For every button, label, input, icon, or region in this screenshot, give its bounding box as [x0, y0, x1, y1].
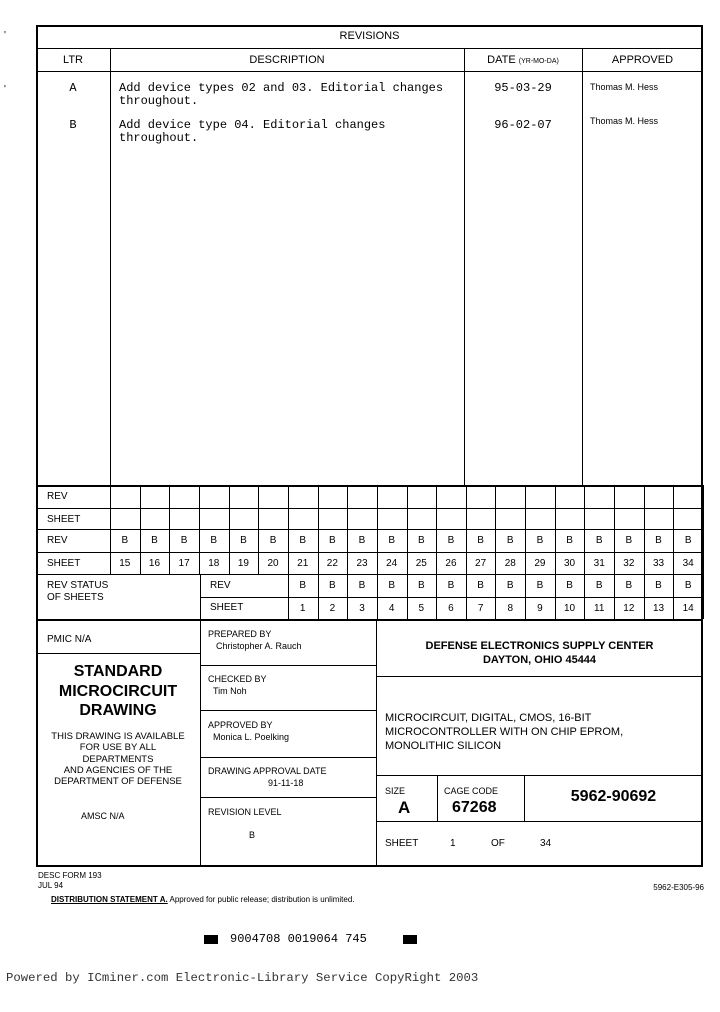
cage-code-label: CAGE CODE [444, 786, 499, 796]
revision-level-label: REVISION LEVEL [208, 807, 282, 817]
grid-line [377, 485, 378, 508]
status-rev-label: REV [47, 491, 68, 502]
rev-cell: B [684, 580, 692, 591]
sheet-cell: 18 [208, 558, 220, 569]
sheet-cell: 10 [564, 603, 576, 614]
grid-line [140, 485, 141, 508]
sheet-cell: 23 [356, 558, 368, 569]
sheet-cell: 28 [504, 558, 516, 569]
distribution-statement: DISTRIBUTION STATEMENT A. Approved for public release; distribution is unlimited. [51, 895, 355, 904]
grid-line [703, 597, 704, 619]
rev-cell: B [417, 580, 425, 591]
grid-line [288, 485, 289, 508]
sheet-cell: 9 [537, 603, 543, 614]
grid-line [347, 508, 348, 529]
sheet-number: 1 [450, 838, 456, 849]
rev-cell: B [240, 535, 247, 546]
rev-description-line: Add device type 04. Editorial changes [119, 118, 386, 132]
header-approved: APPROVED [611, 54, 674, 66]
status-rev-label: REV [47, 535, 68, 546]
grid-line [407, 485, 408, 508]
sheet-cell: 25 [415, 558, 427, 569]
grid-line [229, 508, 230, 529]
form-number: DESC FORM 193 JUL 94 [38, 871, 102, 890]
checked-by-name: Tim Noh [213, 686, 247, 696]
sheet-cell: 3 [359, 603, 365, 614]
rev-cell: B [269, 535, 277, 546]
grid-line [199, 485, 200, 508]
rev-cell: B [180, 535, 188, 546]
of-label: OF [491, 838, 505, 849]
barcode-block-left [204, 935, 218, 944]
rev-cell: B [329, 580, 336, 591]
header-ltr: LTR [63, 54, 83, 66]
barcode-text: 9004708 0019064 745 [230, 932, 367, 946]
approved-by-label: APPROVED BY [208, 720, 273, 730]
rev-description-line: throughout. [119, 131, 199, 145]
rev-cell: B [299, 535, 307, 546]
grid-line [258, 485, 259, 508]
cage-code: 67268 [452, 799, 497, 816]
revisions-title: REVISIONS [339, 30, 400, 42]
grid-line [318, 485, 319, 508]
checked-by-label: CHECKED BY [208, 674, 267, 684]
availability-statement: THIS DRAWING IS AVAILABLE FOR USE BY ALL DEPARTMENTS AND AGENCIES OF THE DEPARTMENT OF DEFENSE [51, 731, 185, 788]
header-description: DESCRIPTION [249, 54, 325, 66]
grid-line [140, 508, 141, 529]
rev-approver: Thomas M. Hess [590, 116, 659, 126]
grid-line [584, 508, 585, 529]
grid-line [110, 485, 111, 508]
approved-by-name: Monica L. Poelking [213, 732, 290, 742]
sheet-cell: 4 [388, 603, 395, 614]
sheet-cell: 26 [445, 558, 457, 569]
sheet-cell: 12 [623, 603, 635, 614]
grid-line [347, 485, 348, 508]
grid-line [673, 508, 674, 529]
sheet-cell: 17 [178, 558, 190, 569]
sheet-cell: 7 [477, 603, 484, 614]
rev-cell: B [329, 535, 336, 546]
sheet-cell: 20 [267, 558, 279, 569]
drawing-number: 5962-90692 [570, 788, 657, 805]
grid-line [673, 485, 674, 508]
status-sheet-label: SHEET [47, 558, 81, 569]
sheet-cell: 15 [119, 558, 131, 569]
grid-line [525, 508, 526, 529]
barcode-block-right [403, 935, 417, 944]
rev-description-line: Add device types 02 and 03. Editorial changes [119, 81, 444, 95]
grid-line [466, 508, 467, 529]
rev-cell: B [417, 535, 425, 546]
grid-line [436, 508, 437, 529]
margin-mark: ' [4, 30, 6, 41]
rev-cell: B [684, 535, 692, 546]
rev-cell: B [655, 580, 662, 591]
document-code: 5962-E305-96 [653, 883, 704, 892]
sheet-cell: 6 [448, 603, 454, 614]
sheet-cell: 32 [623, 558, 635, 569]
grid-line [644, 508, 645, 529]
rev-cell: B [506, 580, 514, 591]
sheet-cell: 30 [564, 558, 576, 569]
grid-line [436, 485, 437, 508]
rev-cell: B [210, 535, 218, 546]
rev-cell: B [595, 580, 603, 591]
sheet-cell: 14 [682, 603, 694, 614]
margin-mark: ' [4, 84, 6, 95]
grid-line [555, 508, 556, 529]
rev-date: 95-03-29 [494, 81, 552, 95]
grid-line [703, 552, 704, 574]
rev-status-of-sheets: REV STATUS OF SHEETS [47, 580, 109, 603]
rev-cell: B [625, 535, 633, 546]
grid-line [703, 508, 704, 529]
agency: DEFENSE ELECTRONICS SUPPLY CENTER DAYTON, OHIO 45444 [425, 640, 654, 666]
sheet-cell: 24 [386, 558, 398, 569]
grid-line [525, 485, 526, 508]
rev-cell: B [655, 535, 662, 546]
sheet-cell: 27 [475, 558, 487, 569]
grid-line [169, 485, 170, 508]
grid-line [495, 508, 496, 529]
rev-ltr: B [69, 118, 77, 132]
grid-line [229, 485, 230, 508]
grid-line [584, 485, 585, 508]
rev-cell: B [477, 580, 484, 591]
sheet-cell: 16 [148, 558, 161, 569]
rev-cell: B [299, 580, 307, 591]
rev-cell: B [358, 535, 366, 546]
approval-date-label: DRAWING APPROVAL DATE [208, 766, 327, 776]
size-value: A [398, 798, 411, 817]
grid-line [614, 508, 615, 529]
rev-cell: B [388, 535, 395, 546]
status-sheet-label: SHEET [47, 514, 81, 525]
rev-cell: B [358, 580, 366, 591]
grid-line [318, 508, 319, 529]
powered-by: Powered by ICminer.com Electronic-Library Service CopyRight 2003 [6, 971, 479, 985]
sheet-cell: 22 [326, 558, 338, 569]
grid-line [407, 508, 408, 529]
rev-cell: B [536, 580, 544, 591]
size-label: SIZE [385, 786, 406, 796]
revision-level: B [249, 830, 256, 840]
sheet-cell: 5 [418, 603, 425, 614]
grid-line [703, 574, 704, 597]
rev-cell: B [566, 580, 573, 591]
rev-ltr: A [69, 81, 77, 95]
sheet-cell: 8 [507, 603, 514, 614]
rev-cell: B [477, 535, 484, 546]
rev-cell: B [506, 535, 514, 546]
sheet-cell: 19 [237, 558, 249, 569]
header-date: DATE (YR-MO-DA) [487, 54, 559, 66]
rev-cell: B [447, 580, 455, 591]
rev-description-line: throughout. [119, 94, 199, 108]
prepared-by-label: PREPARED BY [208, 629, 272, 639]
amsc: AMSC N/A [81, 811, 125, 821]
grid-line [377, 508, 378, 529]
status-rev-label: REV [210, 580, 231, 591]
grid-line [169, 508, 170, 529]
grid-line [703, 485, 704, 508]
sheet-total: 34 [540, 838, 552, 849]
rev-cell: B [595, 535, 603, 546]
sheet-cell: 13 [652, 603, 665, 614]
standard-microcircuit-drawing: STANDARD MICROCIRCUIT DRAWING [58, 663, 178, 719]
grid-line [614, 485, 615, 508]
grid-line [466, 485, 467, 508]
pmic: PMIC N/A [47, 634, 92, 645]
grid-line [495, 485, 496, 508]
sheet-cell: 29 [534, 558, 546, 569]
sheet-cell: 21 [297, 558, 309, 569]
sheet-cell: 34 [682, 558, 694, 569]
sheet-cell: 2 [329, 603, 336, 614]
rev-approver: Thomas M. Hess [590, 82, 659, 92]
rev-cell: B [447, 535, 455, 546]
sheet-cell: 1 [299, 603, 306, 614]
drawing-title: MICROCIRCUIT, DIGITAL, CMOS, 16-BIT MICROCONTROLLER WITH ON CHIP EPROM, MONOLITHIC SILICON [385, 712, 624, 752]
sheet-cell: 11 [594, 603, 605, 614]
grid-line [555, 485, 556, 508]
grid-line [703, 529, 704, 552]
rev-cell: B [566, 535, 573, 546]
rev-cell: B [151, 535, 158, 546]
rev-cell: B [388, 580, 395, 591]
approval-date: 91-11-18 [268, 778, 304, 788]
grid-line [110, 508, 111, 529]
rev-date: 96-02-07 [494, 118, 552, 132]
grid-line [644, 485, 645, 508]
sheet-cell: 31 [593, 558, 605, 569]
status-sheet-label: SHEET [210, 602, 244, 613]
prepared-by-name: Christopher A. Rauch [216, 641, 302, 651]
sheet-label: SHEET [385, 838, 419, 849]
rev-cell: B [536, 535, 544, 546]
sheet-cell: 33 [652, 558, 665, 569]
rev-cell: B [121, 535, 129, 546]
grid-line [258, 508, 259, 529]
rev-cell: B [625, 580, 633, 591]
grid-line [288, 508, 289, 529]
grid-line [199, 508, 200, 529]
